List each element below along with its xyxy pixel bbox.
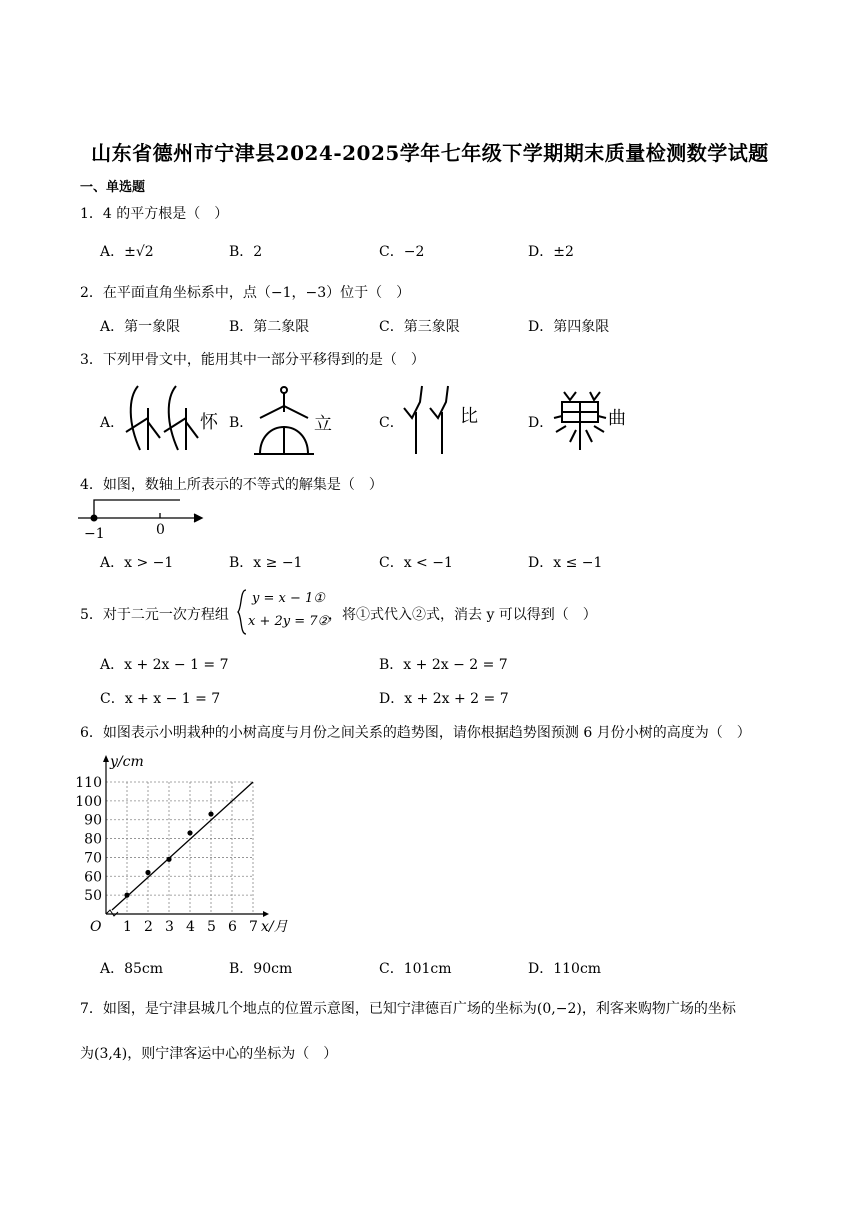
x-tick-label: 6 [228,919,237,935]
section-heading: 一、单选题 [80,180,146,195]
question-3-stem: 3．下列甲骨文中，能用其中一部分平移得到的是（ ） [80,352,425,368]
glyph-d-char: 曲 [608,408,626,429]
question-7-line-1: 7．如图，是宁津县城几个地点的位置示意图，已知宁津德百广场的坐标为(0,−2)，利客来购物广场的坐标 [80,1001,736,1017]
question-4-stem: 4．如图，数轴上所表示的不等式的解集是（ ） [80,477,383,493]
glyph-b-char: 立 [314,414,332,435]
y-tick-label: 60 [84,869,102,886]
x-axis-label: x/月 [261,919,288,935]
y-tick-label: 80 [84,831,102,848]
q6-option-d[interactable]: D．110cm [528,961,602,977]
q2-option-a[interactable]: A．第一象限 [100,319,181,335]
glyph-c-char: 比 [460,406,478,427]
question-5-prefix: 5．对于二元一次方程组 [80,607,229,623]
data-point [166,857,171,862]
y-tick-label: 110 [75,775,102,791]
q4-option-c[interactable]: C．x < −1 [379,555,453,571]
q3-option-c-label[interactable]: C． [379,415,404,431]
oracle-glyph-li [246,378,356,458]
oracle-glyph-bi [398,378,498,458]
q3-option-d-label[interactable]: D． [528,415,554,431]
q5-option-d[interactable]: D．x + 2x + 2 = 7 [379,691,509,707]
q2-option-c[interactable]: C．第三象限 [379,319,460,335]
question-6-stem: 6．如图表示小明栽种的小树高度与月份之间关系的趋势图，请你根据趋势图预测 6 月份小树的高度为（ ） [80,725,751,741]
x-tick-label: 7 [249,919,258,935]
data-point [187,830,192,835]
y-tick-label: 100 [75,793,102,810]
oracle-glyph-huai [118,378,224,458]
x-axis-arrow [263,911,269,917]
system-brace [236,588,248,636]
q1-option-d[interactable]: D．±2 [528,244,574,260]
label-minus-one: −1 [84,526,105,542]
glyph-a-char: 怀 [200,412,218,433]
q5-option-a[interactable]: A．x + 2x − 1 = 7 [100,657,229,673]
x-tick-label: 1 [123,919,132,935]
x-tick-label: 4 [186,919,195,935]
q2-option-d[interactable]: D．第四象限 [528,319,610,335]
x-tick-label: 2 [144,919,153,935]
q1-option-a[interactable]: A．±√2 [100,244,154,260]
oracle-glyph-qu [550,378,640,458]
question-2-stem: 2．在平面直角坐标系中，点（−1，−3）位于（ ） [80,285,411,301]
number-line [76,494,216,546]
q6-option-c[interactable]: C．101cm [379,961,452,977]
equation-2: x + 2y = 7② [248,614,330,629]
q6-option-a[interactable]: A．85cm [100,961,164,977]
y-axis-label: y/cm [110,754,144,770]
y-tick-label: 90 [84,812,102,829]
x-tick-label: 5 [207,919,216,935]
q4-option-a[interactable]: A．x > −1 [100,555,174,571]
q4-option-d[interactable]: D．x ≤ −1 [528,555,603,571]
question-5-suffix: ，将①式代入②式，消去 y 可以得到（ ） [328,607,597,623]
page-title: 山东省德州市宁津县2024-2025学年七年级下学期期末质量检测数学试题 [91,141,769,165]
q3-option-b-label[interactable]: B． [229,415,254,431]
q5-option-b[interactable]: B．x + 2x − 2 = 7 [379,657,508,673]
trend-chart [72,748,302,948]
q1-option-c[interactable]: C．−2 [379,244,425,260]
origin-label: O [90,919,102,935]
data-point [208,811,213,816]
q4-option-b[interactable]: B．x ≥ −1 [229,555,303,571]
y-axis-arrow [103,755,109,762]
q6-option-b[interactable]: B．90cm [229,961,293,977]
q3-option-a-label[interactable]: A． [100,415,125,431]
label-zero: 0 [156,522,165,538]
q1-option-b[interactable]: B．2 [229,244,263,260]
y-tick-label: 70 [84,850,102,867]
question-7-line-2: 为(3,4)，则宁津客运中心的坐标为（ ） [80,1046,338,1062]
y-tick-label: 50 [84,888,102,905]
closed-dot [91,515,98,522]
data-point [124,893,129,898]
data-point [145,870,150,875]
q2-option-b[interactable]: B．第二象限 [229,319,310,335]
axis-break [106,910,118,916]
q5-option-c[interactable]: C．x + x − 1 = 7 [100,691,221,707]
question-1-stem: 1．4 的平方根是（ ） [80,206,229,222]
x-tick-label: 3 [165,919,174,935]
equation-1: y = x − 1① [252,591,325,606]
